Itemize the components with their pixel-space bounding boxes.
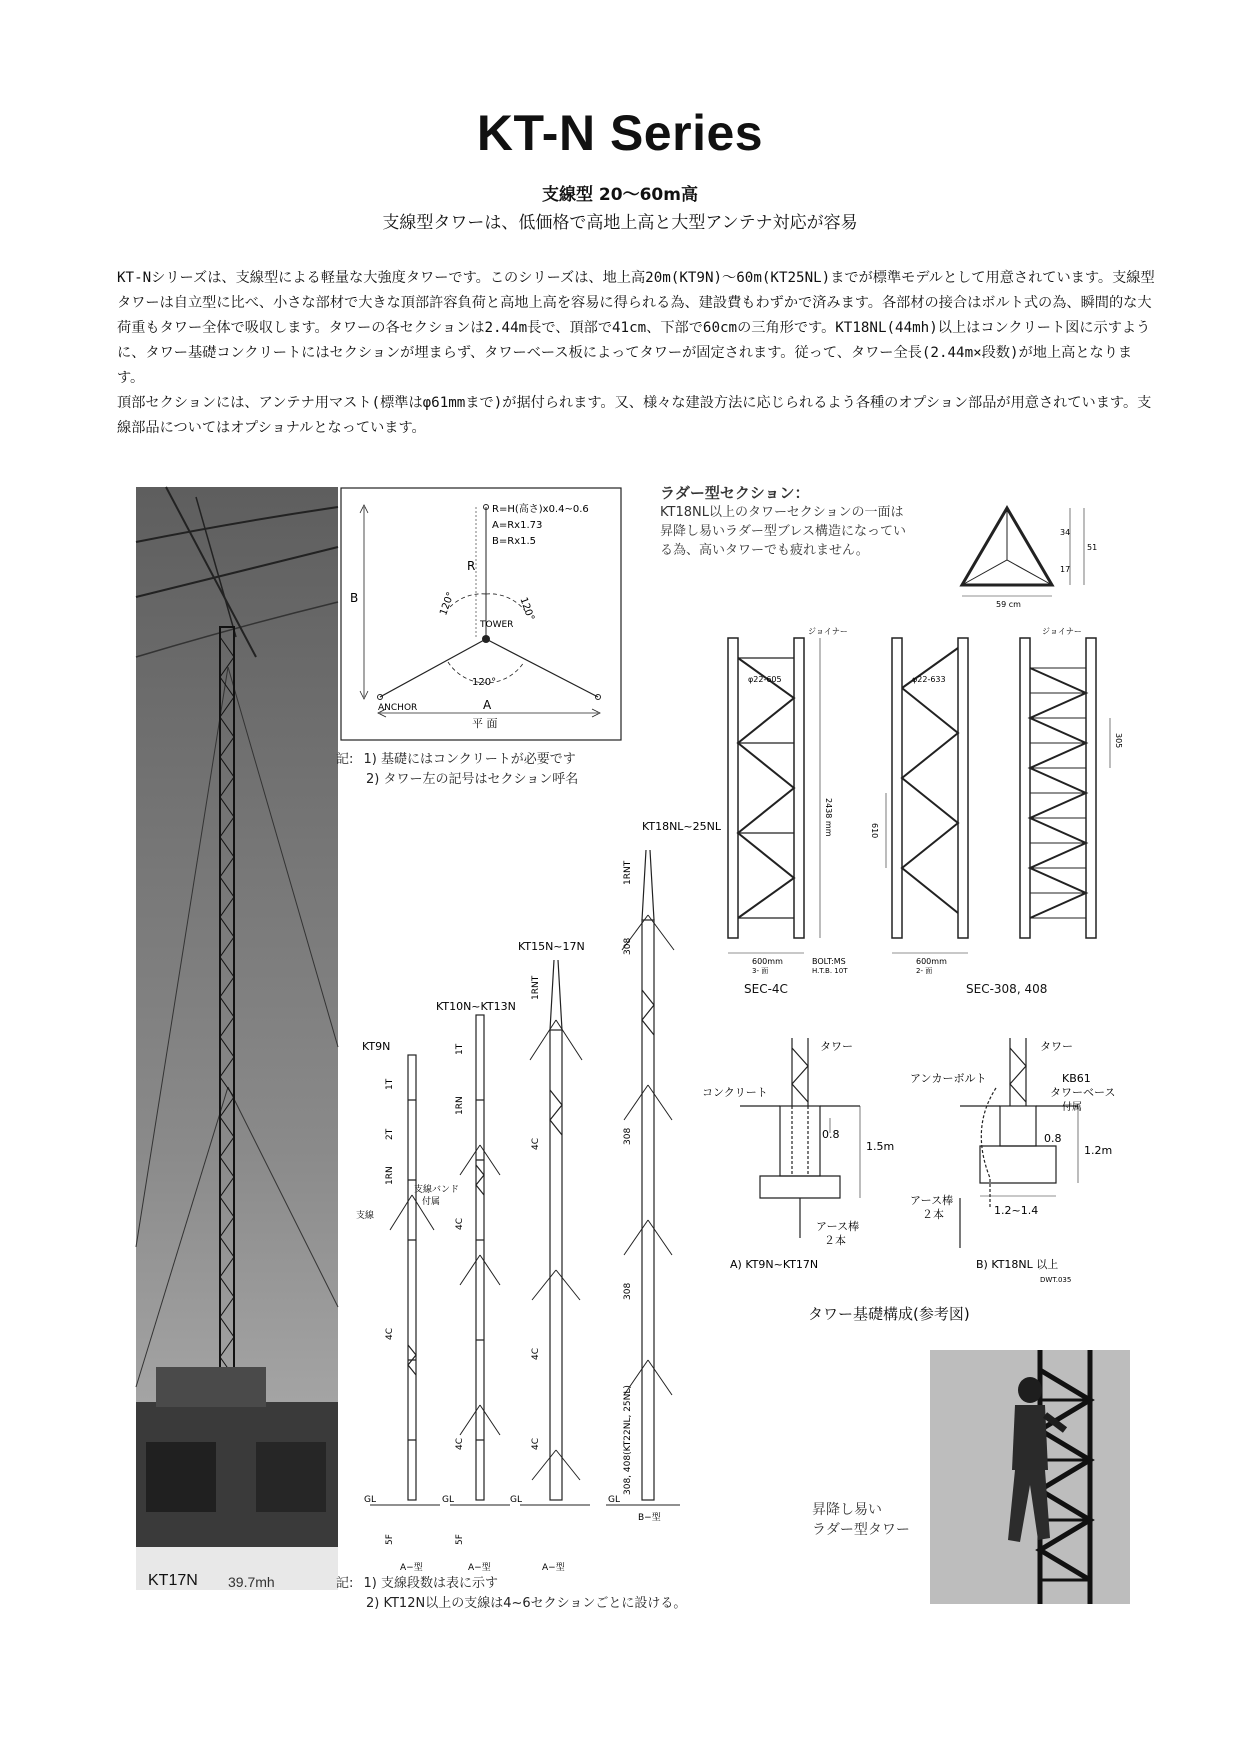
kt10n-4c-2: 4C [455, 1437, 465, 1450]
guy-band-attached-label: 付属 [422, 1197, 441, 1207]
foundation-b-earth-count: ２本 [922, 1208, 944, 1221]
dim-r-label: R [467, 559, 476, 573]
kt18nl-308: 308 [623, 937, 633, 955]
width-600-3: 600mm [752, 957, 783, 966]
kt10n-1t: 1T [455, 1043, 465, 1055]
foundation-a-08: 0.8 [822, 1128, 840, 1141]
foundation-a-earth: アース棒 [816, 1220, 860, 1233]
gl-label-3: GL [510, 1495, 522, 1505]
kt15n-4c: 4C [531, 1137, 541, 1150]
page-title: KT-N Series [476, 105, 764, 161]
kt15n-1rnt: 1RNT [531, 975, 541, 1000]
climber-caption-2: ラダー型タワー [812, 1522, 910, 1538]
foundation-a-tower: タワー [820, 1040, 853, 1053]
section-drawings [690, 618, 1140, 978]
anchor-label: ANCHOR [378, 703, 418, 713]
dim-59: 59 cm [996, 600, 1021, 609]
ladder-text-1: KT18NL以上のタワーセクションの一面は [660, 505, 904, 520]
tower-photo-graphic [136, 487, 338, 1590]
page-subtitle: 支線型 20～60m高 [542, 185, 698, 205]
guy-label: 支線 [356, 1211, 375, 1221]
foundation-b-earth: アース棒 [910, 1194, 954, 1207]
ladder-section-text [660, 484, 906, 560]
bolt-label: BOLT:MS [812, 957, 846, 966]
foundation-b-kb61: KB61 [1062, 1072, 1091, 1085]
page-tagline: 支線型タワーは、低価格で高地上高と大型アンテナ対応が容易 [382, 213, 858, 233]
angle-label-right: 120° [517, 595, 536, 623]
climber-photo-graphic [930, 1350, 1130, 1604]
plan-note-prefix: 記: [336, 752, 354, 767]
phi-633-label: φ22-633 [912, 675, 946, 684]
plan-diagram [340, 487, 622, 741]
foundation-title: タワー基礎構成(参考図) [808, 1305, 970, 1323]
gl-label-1: GL [364, 1495, 376, 1505]
foundation-b-tower: タワー [1040, 1040, 1073, 1053]
phi-605-label: φ22-605 [748, 675, 782, 684]
foundation-dwg-number: DWT.035 [1040, 1276, 1072, 1284]
kt18nl-308-3: 308 [623, 1282, 633, 1300]
foundation-a-earth-count: ２本 [824, 1234, 846, 1247]
ladder-text-2: 昇降し易いラダー型ブレス構造になってい [660, 524, 906, 539]
ladder-heading: ラダー型セクション： [660, 484, 810, 502]
tower-kt15n-label: KT15N~17N [518, 940, 585, 953]
sec-308-label: SEC-308, 408 [966, 982, 1048, 996]
tower-photo [136, 487, 338, 1590]
dim-17: 17 [1060, 565, 1071, 574]
kt10n-4c: 4C [455, 1217, 465, 1230]
plan-note-2: 2) タワー左の記号はセクション呼名 [366, 772, 579, 787]
triangle-cross-section [952, 500, 1112, 610]
kt9n-1t: 1T [385, 1078, 395, 1090]
dim-b-label: B [350, 591, 359, 605]
len-305-label: 305 [1114, 733, 1123, 749]
tower-notes [336, 1574, 686, 1614]
foundation-b-anchor-bolt: アンカーボルト [910, 1072, 987, 1085]
foundation-b-base: タワーベース [1050, 1086, 1116, 1099]
gl-label-4: GL [608, 1495, 620, 1505]
photo-height-label: 39.7mh [228, 1574, 275, 1590]
intro-paragraph-2: 頂部セクションには、アンテナ用マスト(標準はφ61mmまで)が据付られます。又、様々な建設方法に応じられるよう各種のオプション部品が用意されています。支線部品についてはオプショナルとなっています。 [117, 395, 1152, 436]
kt9n-5f: 5F [385, 1534, 395, 1545]
foundation-b-range: 1.2~1.4 [994, 1204, 1039, 1217]
gl-label-2: GL [442, 1495, 454, 1505]
kt18nl-308-408: 308, 408(KT22NL, 25NL) [623, 1385, 633, 1495]
foundation-b-attached: 付属 [1062, 1102, 1082, 1113]
kt18nl-308-2: 308 [623, 1127, 633, 1145]
foundation-a-concrete: コンクリート [702, 1086, 768, 1099]
kt10n-5f: 5F [455, 1534, 465, 1545]
tower-kt9n-label: KT9N [362, 1040, 391, 1053]
formula-a: A=Rx1.73 [492, 520, 543, 531]
dim-a-label: A [483, 698, 492, 712]
len-2438-label: 2438 mm [824, 798, 833, 837]
formula-b: B=Rx1.5 [492, 536, 537, 547]
foundation-caption-b: B) KT18NL 以上 [976, 1258, 1059, 1271]
type-b-label: B−型 [638, 1513, 661, 1523]
foundation-a-15: 1.5m [866, 1140, 895, 1153]
climber-caption [812, 1500, 910, 1540]
plan-note-1: 1) 基礎にはコンクリートが必要です [363, 752, 576, 767]
kt15n-4c-3: 4C [531, 1437, 541, 1450]
angle-label-left: 120° [438, 590, 457, 618]
intro-paragraph-1: KT-Nシリーズは、支線型による軽量な大強度タワーです。このシリーズは、地上高20m(KT9N)～60m(KT25NL)までが標準モデルとして用意されています。支線型タワーは自立型に比べ、小さな部材で大きな頂部許容負荷と高地上高を容易に得られる為、建設費もわずかで済みます。各部材の接合はボルト式の為、瞬間的な大荷重もタワー全体で吸収します。タワーの各セクションは2.44m長で、頂部で41cm、下部で60cmの三角形です。KT18NL(44mh)以上はコンクリート図に示すように、タワー基礎コンクリートにはセクションが埋まらず、タワーベース板によってタワーが固定されます。従って、タワー全長(2.44m×段数)が地上高となります。 [117, 270, 1155, 386]
dim-34: 34 [1060, 528, 1071, 537]
bolt-sub-label: H.T.B. 10T [812, 967, 848, 975]
kt18nl-1rnt: 1RNT [623, 860, 633, 885]
photo-model-label: KT17N [148, 1572, 198, 1589]
climber-caption-1: 昇降し易い [812, 1502, 882, 1518]
plan-label: 平 面 [472, 717, 498, 730]
tower-label: TOWER [480, 620, 514, 630]
formula-r: R=H(高さ)x0.4~0.6 [492, 504, 589, 515]
kt10n-1rn: 1RN [455, 1096, 465, 1115]
sec-4c-label: SEC-4C [744, 982, 788, 996]
tower-kt10n-label: KT10N~KT13N [436, 1000, 516, 1013]
joiner-label-left: ジョイナー [808, 627, 848, 636]
kt15n-4c-2: 4C [531, 1347, 541, 1360]
len-610-label: 610 [870, 823, 879, 839]
kt9n-4c: 4C [385, 1327, 395, 1340]
plan-notes [336, 750, 578, 790]
intro-text [117, 266, 1157, 441]
type-a-label-2: A−型 [468, 1563, 491, 1573]
climber-photo [930, 1350, 1130, 1604]
type-a-label-3: A−型 [542, 1563, 565, 1573]
foundation-caption-a: A) KT9N~KT17N [730, 1258, 819, 1271]
foundation-b-08: 0.8 [1044, 1132, 1062, 1145]
tower-note-prefix: 記: [336, 1576, 354, 1591]
tower-note-1: 1) 支線段数は表に示す [363, 1576, 499, 1591]
joiner-label-right: ジョイナー [1042, 627, 1082, 636]
dim-51: 51 [1087, 543, 1098, 552]
foundation-diagrams [700, 1038, 1140, 1298]
width-600-2: 600mm [916, 957, 947, 966]
width-600-3-sub: 3- 面 [752, 967, 769, 975]
foundation-b-12: 1.2m [1084, 1144, 1113, 1157]
tower-kt18nl-label: KT18NL~25NL [642, 820, 722, 833]
kt9n-2t: 2T [385, 1128, 395, 1140]
angle-label-bottom: 120° [472, 677, 497, 688]
width-600-2-sub: 2- 面 [916, 967, 933, 975]
type-a-label-1: A−型 [400, 1563, 423, 1573]
guy-band-label: 支線バンド [414, 1185, 460, 1195]
tower-elevations [350, 800, 722, 1580]
ladder-text-3: る為、高いタワーでも疲れません。 [660, 543, 869, 558]
kt9n-1rn: 1RN [385, 1166, 395, 1185]
tower-note-2: 2) KT12N以上の支線は4~6セクションごとに設ける。 [366, 1596, 687, 1611]
